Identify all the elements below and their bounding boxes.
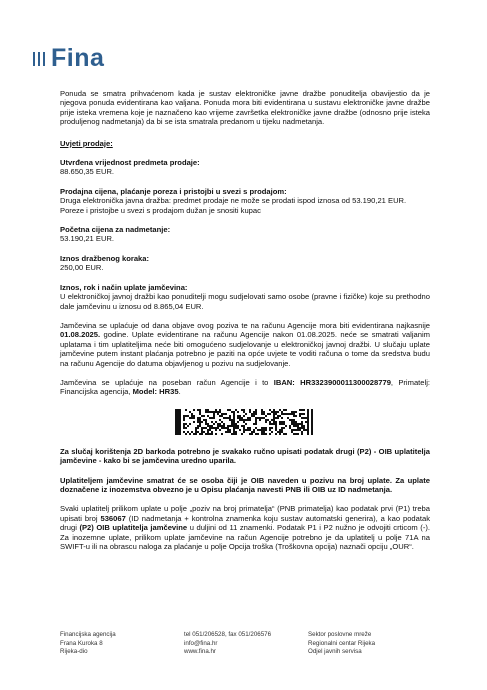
deposit-deadline-paragraph: Jamčevina se uplaćuje od dana objave ovog poziva te na računu Agencije mora biti evidentirana najkasnije 01.08.2025. godine. Uplate evidentirane na računu Agencije nakon 01.08.2025. neće se smatrati valjanim uplatama i tim uplatiteljima neće biti omogućeno sudjelovanje u elektroničkoj javnoj dražbi. U slučaju uplate jamčevine putem instant plaćanja potrebno je paziti na opće uvjete te voditi računa o tome da sredstva budu na računu Agencije do datuma objavljenog u pozivu na sudjelovanje. xyxy=(60,320,430,368)
conditions-heading: Uvjeti prodaje: xyxy=(60,138,113,148)
fina-logo xyxy=(33,46,104,71)
price-text-1: Druga elektronička javna dražba: predmet prodaje ne može se prodati ispod iznosa od 53.190,21 EUR. xyxy=(60,196,407,206)
pdf417-barcode xyxy=(175,409,315,435)
footer-contact xyxy=(184,631,308,657)
bid-step-value: 250,00 EUR. xyxy=(60,263,104,273)
document-body xyxy=(60,89,430,551)
footer-office: Odjel javnih servisa xyxy=(308,648,362,656)
payer-note: Uplatiteljem jamčevine smatrat će se osoba čiji je OIB naveden u pozivu na broj uplate. Za uplate doznačene iz inozemstva obvezno je u Opisu plaćanja navesti PNB ili OIB uz ID nadmetanja. xyxy=(60,475,430,494)
barcode-note: Za slučaj korištenja 2D barkoda potrebno je svakako ručno upisati podatak drugi (P2) - OIB uplatitelja jamčevine - kako bi se jamčevina uredno uparila. xyxy=(60,446,430,466)
start-price-value: 53.190,21 EUR. xyxy=(60,234,115,244)
logo-text: Fina xyxy=(51,44,105,72)
footer-org-name: Financijska agencija xyxy=(60,631,116,638)
intro-paragraph: Ponuda se smatra prihvaćenom kada je sustav elektroničke javne dražbe ponuditelja obavijestio da je njegova ponuda evidentirana kao valjana. Ponuda mora biti evidentirana u sustavu elektroničke javne dražbe prije isteka vremena koje je naznačeno kao vrijeme završetka elektroničke javne dražbe (odnosno prije isteka produljenog nadmetanja) da bi se ista smatrala predanom u tijeku nadmetanja. xyxy=(60,89,430,127)
auction-id: 536067 xyxy=(100,513,126,523)
iban: IBAN: HR3323900011300028779 xyxy=(273,377,391,387)
payment-model: Model: HR35 xyxy=(132,387,179,397)
deposit-label: Iznos, rok i način uplate jamčevina: xyxy=(60,282,188,292)
footer-department xyxy=(308,631,430,657)
footer-city: Rijeka-dio xyxy=(60,648,88,656)
deposit-deadline-date: 01.08.2025. xyxy=(60,330,101,340)
footer-email: info@fina.hr xyxy=(184,639,218,647)
price-text-2: Poreze i pristojbe u svezi s prodajom dužan je snositi kupac xyxy=(60,205,261,215)
footer-regional-center: Regionalni centar Rijeka xyxy=(308,639,376,647)
footer-sector: Sektor poslovne mreže xyxy=(308,631,372,638)
footer-phone: tel 051/206528, fax 051/206576 xyxy=(184,631,272,638)
footer-address xyxy=(60,631,184,657)
footer-street: Frana Kuroka 8 xyxy=(60,639,103,647)
deposit-text: U elektroničkoj javnoj dražbi kao ponuditelji mogu sudjelovati samo osobe (pravne i fizičke) koje su prethodno dale jamčevinu u iznosu od 8.865,04 EUR. xyxy=(60,292,430,311)
value-label: Utvrđena vrijednost predmeta prodaje: xyxy=(60,158,200,168)
logo-bars-icon xyxy=(33,52,45,66)
payment-reference-paragraph: Svaki uplatitelj prilikom uplate u polje „poziv na broj primatelja“ (PNB primatelja) kao podatak prvi (P1) treba upisati broj 536067 (ID nadmetanja + kontrolna znamenka koju sustav automatski generira), a kao podatak drugi (P2) OIB uplatitelja jamčevine u duljini od 11 znamenki. Podatak P1 i P2 nužno je odvojiti crticom (-). Za inozemne uplate, prilikom uplate jamčevine na račun Agencije potrebno je da uplatitelj u polje 71A na SWIFT-u ili na obrascu naloga za plaćanje u polje Opcija troška (Troškovna opcija) naznači opciju „OUR“. xyxy=(60,504,430,551)
value-amount: 88.650,35 EUR. xyxy=(60,167,115,177)
bid-step-label: Iznos dražbenog koraka: xyxy=(60,253,150,263)
footer xyxy=(60,631,430,657)
deposit-account-paragraph: Jamčevina se uplaćuje na poseban račun Agencije i to IBAN: HR3323900011300028779, Primatelj: Financijska agencija, Model: HR35. xyxy=(60,377,430,397)
p2-oib-label: (P2) OIB uplatitelja jamčevine xyxy=(79,523,188,533)
start-price-label: Početna cijena za nadmetanje: xyxy=(60,225,171,235)
price-label: Prodajna cijena, plaćanje poreza i pristojbi u svezi s prodajom: xyxy=(60,186,287,196)
footer-website: www.fina.hr xyxy=(184,648,216,656)
